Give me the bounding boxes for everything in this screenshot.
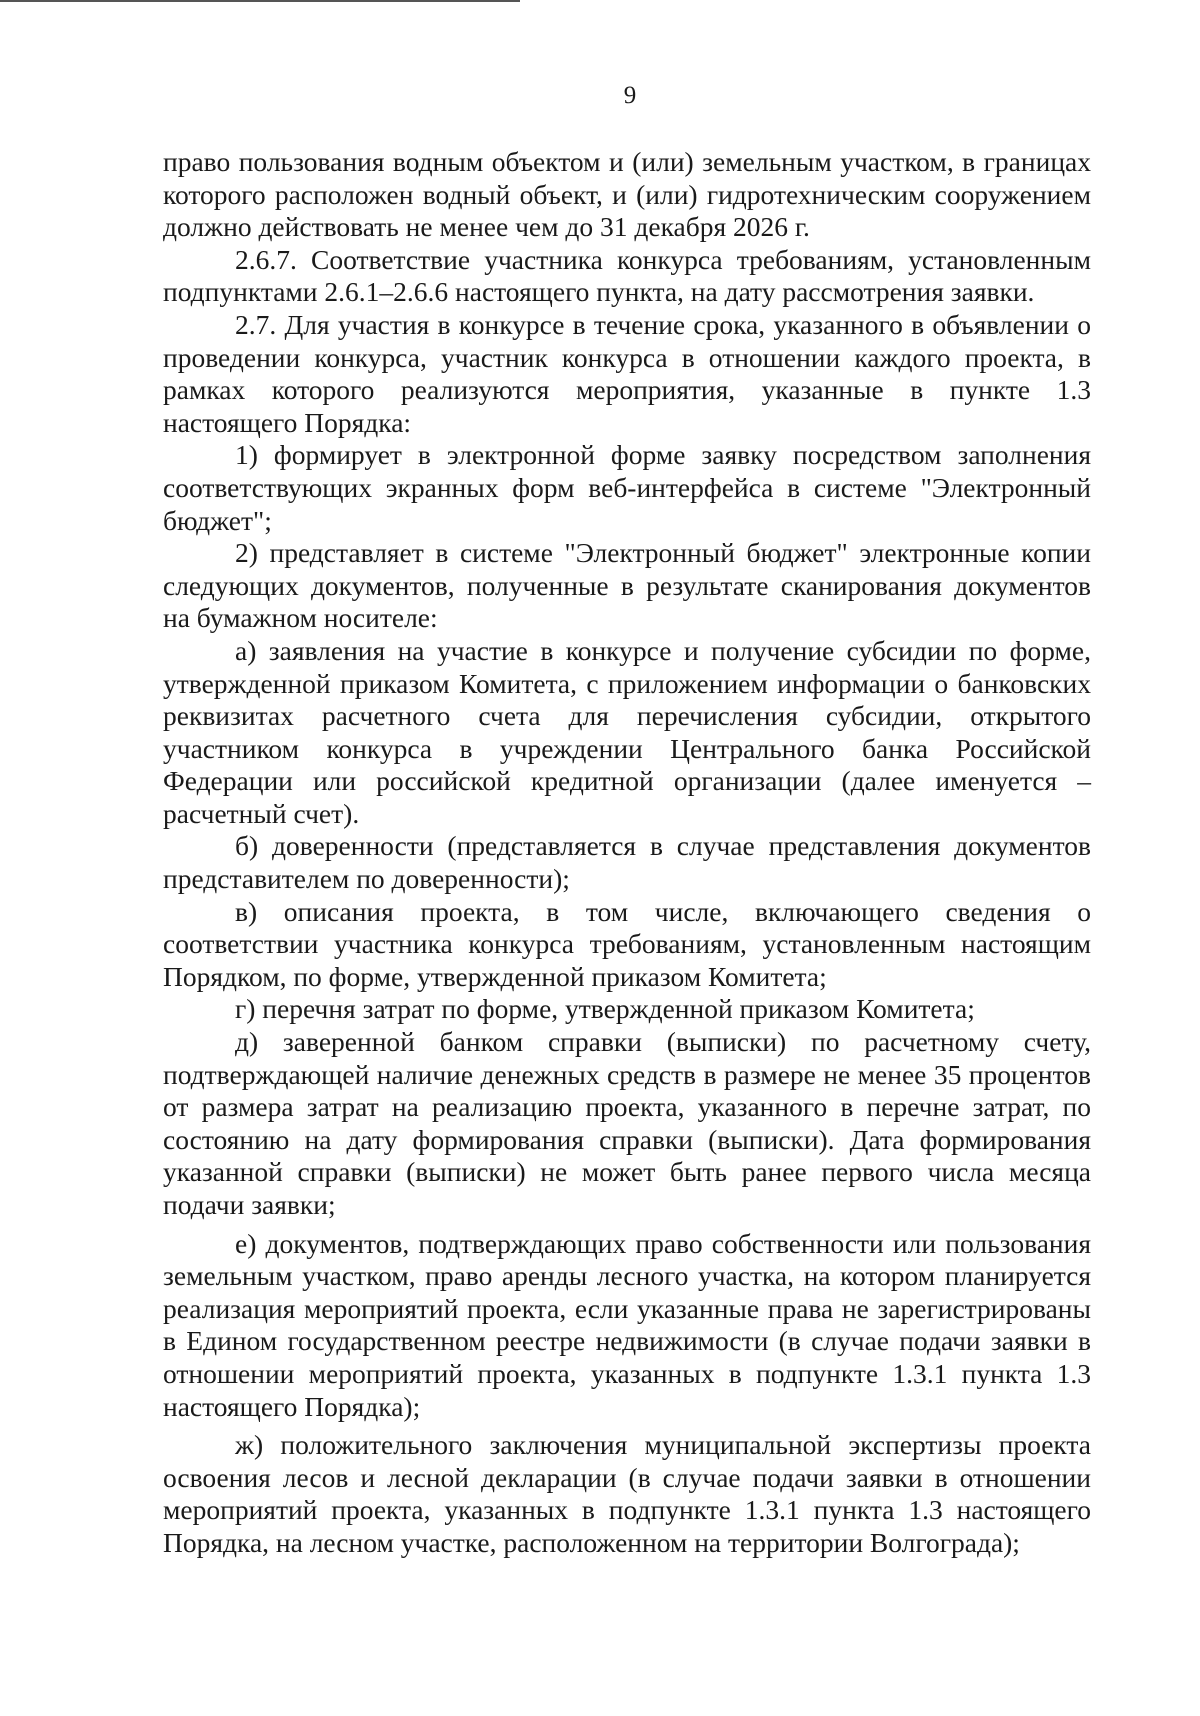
sub-item-g: г) перечня затрат по форме, утвержденной приказом Комитета; bbox=[235, 993, 975, 1025]
sub-item-b: б) доверенности (представляется в случае представления документов представителем по доверенности); bbox=[163, 830, 1091, 895]
sub-item-v: в) описания проекта, в том числе, включающего сведения о соответствии участника конкурса требованиям, установленным настоящим Порядком, по форме, утвержденной приказом Комитета; bbox=[163, 895, 1091, 992]
sub-item-d: д) заверенной банком справки (выписки) по расчетному счету, подтверждающей наличие денежных средств в размере не менее 35 процентов от размера затрат на реализацию проекта, указанного в перечне затрат, по состоянию на дату формирования справки (выписки). Дата формирования указанной справки (выписки) не может быть ранее первого числа месяца подачи заявки; bbox=[163, 1026, 1091, 1220]
list-item-2: 2) представляет в системе "Электронный бюджет" электронные копии следующих документов, полученные в результате сканирования документов на бумажном носителе: bbox=[163, 537, 1091, 634]
sub-item-e: е) документов, подтверждающих право собственности или пользования земельным участком, право аренды лесного участка, на котором планируется реализация мероприятий проекта, если указанные права не зарегистрированы в Едином государственном реестре недвижимости (в случае подачи заявки в отношении мероприятий проекта, указанных в подпункте 1.3.1 пункта 1.3 настоящего Порядка); bbox=[163, 1227, 1091, 1422]
sub-item-zh: ж) положительного заключения муниципальной экспертизы проекта освоения лесов и лесной декларации (в случае подачи заявки в отношении мероприятий проекта, указанных в подпункте 1.3.1 пункта 1.3 настоящего Порядка, на лесном участке, расположенном на территории Волгограда); bbox=[163, 1429, 1091, 1558]
page-number: 9 bbox=[623, 82, 637, 109]
paragraph-continuation: право пользования водным объектом и (или) земельным участком, в границах которого расположен водный объект, и (или) гидротехническим сооружением должно действовать не менее чем до 31 декабря 2026 г. bbox=[163, 146, 1091, 243]
paragraph-2-6-7: 2.6.7. Соответствие участника конкурса требованиям, установленным подпунктами 2.6.1–2.6.6 настоящего пункта, на дату рассмотрения заявки. bbox=[163, 243, 1091, 308]
paragraph-2-7: 2.7. Для участия в конкурсе в течение срока, указанного в объявлении о проведении конкурса, участник конкурса в отношении каждого проекта, в рамках которого реализуются мероприятия, указанные в пункте 1.3 настоящего Порядка: bbox=[163, 308, 1091, 438]
sub-item-a: а) заявления на участие в конкурсе и получение субсидии по форме, утвержденной приказом Комитета, с приложением информации о банковских реквизитах расчетного счета для перечисления субсидии, открытого участником конкурса в учреждении Центрального банка Российской Федерации или российской кредитной организации (далее именуется – расчетный счет). bbox=[163, 634, 1091, 829]
scan-edge-line bbox=[0, 0, 520, 2]
document-body bbox=[163, 146, 1091, 1560]
list-item-1: 1) формирует в электронной форме заявку посредством заполнения соответствующих экранных форм веб-интерфейса в системе "Электронный бюджет"; bbox=[163, 439, 1091, 536]
